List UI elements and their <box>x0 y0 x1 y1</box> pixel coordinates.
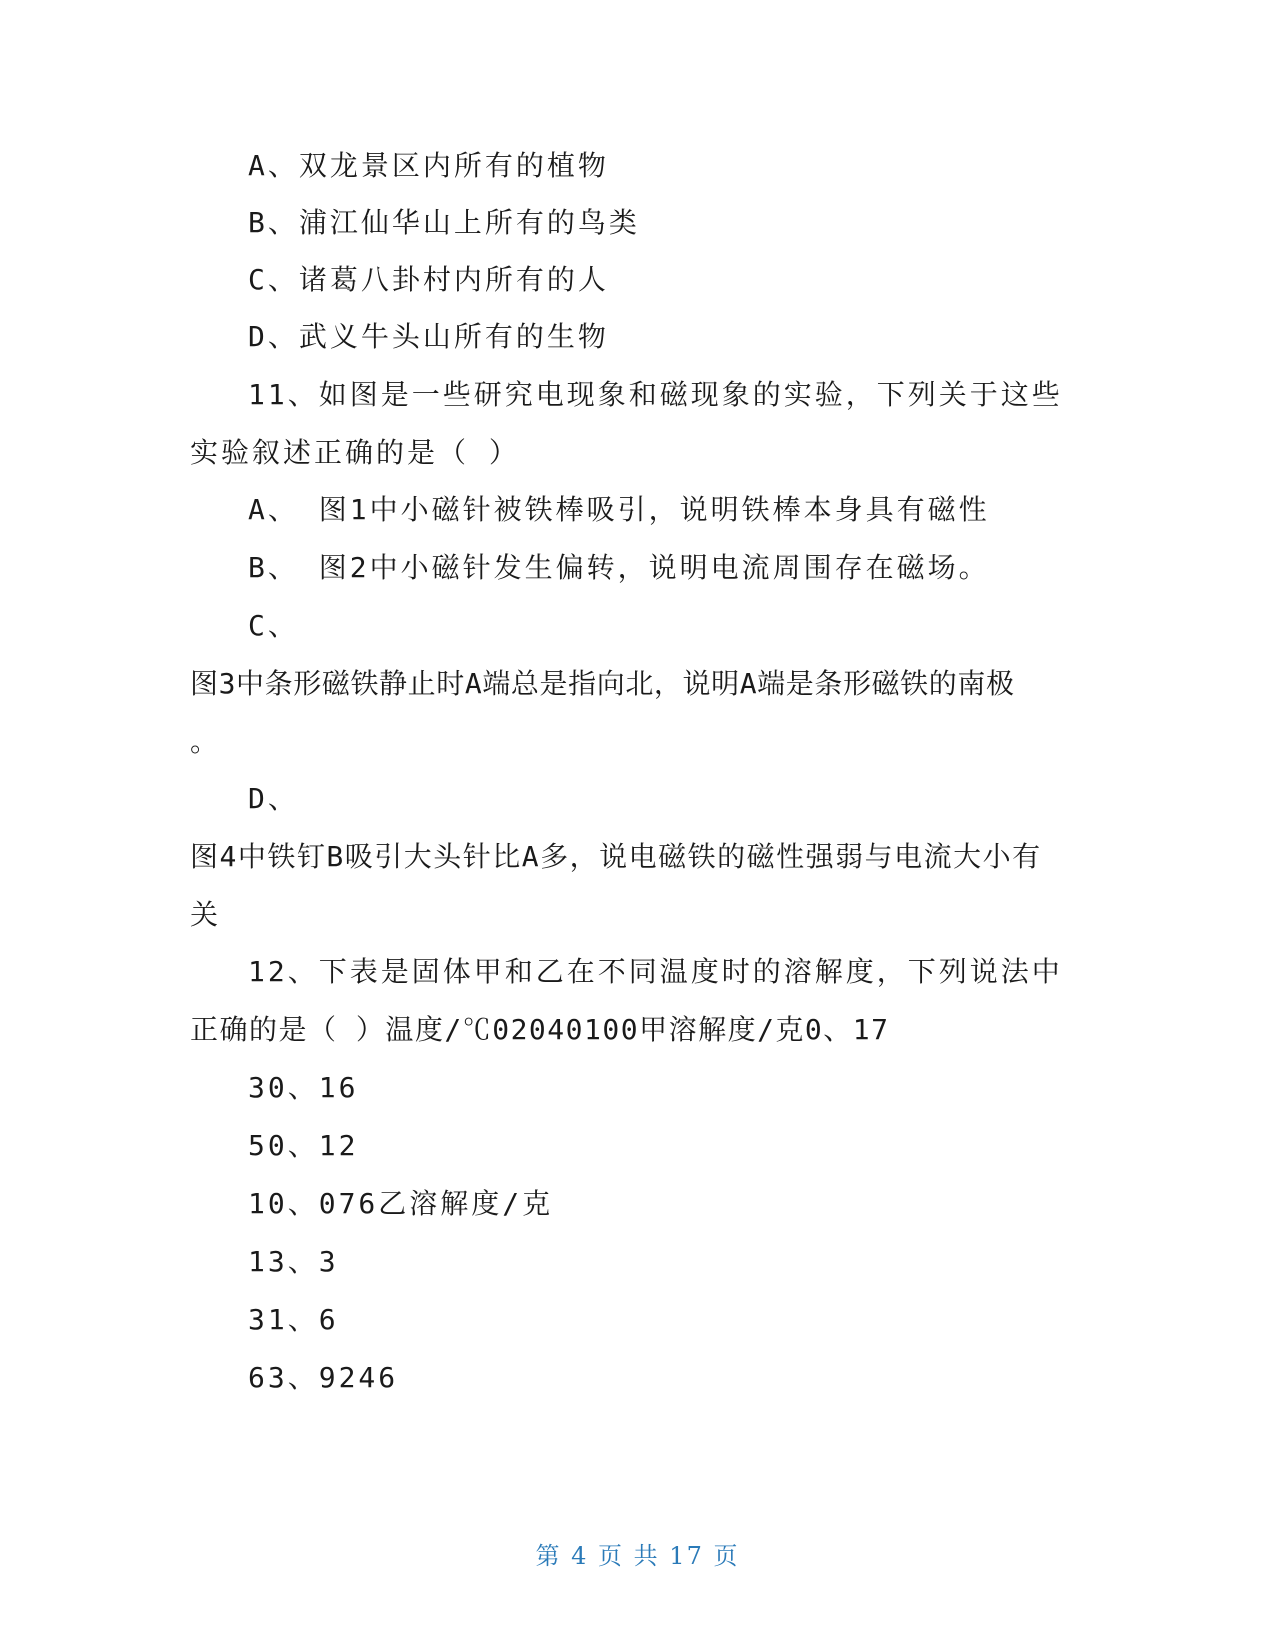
table-value-line: 13、3 <box>248 1245 339 1278</box>
q11-option-d-label: D、 <box>248 782 299 815</box>
table-value-line: 50、12 <box>248 1129 359 1162</box>
question-11-line-1: 11、如图是一些研究电现象和磁现象的实验，下列关于这些 <box>248 378 1063 411</box>
question-11-line-2: 实验叙述正确的是（ ） <box>190 436 520 469</box>
q11-option-c-end: 。 <box>190 725 222 758</box>
table-value-line: 30、16 <box>248 1071 359 1104</box>
page-number-footer: 第 4 页 共 17 页 <box>535 1542 740 1570</box>
table-value-line: 63、9246 <box>248 1361 399 1394</box>
option-c-line: C、诸葛八卦村内所有的人 <box>248 263 609 296</box>
table-value-line: 31、6 <box>248 1303 339 1336</box>
q11-option-d-text: 图4中铁钉B吸引大头针比A多，说电磁铁的磁性强弱与电流大小有 <box>190 840 1042 873</box>
q11-option-d-end: 关 <box>190 898 222 931</box>
q11-option-b: B、 图2中小磁针发生偏转，说明电流周围存在磁场。 <box>248 551 990 584</box>
option-d-line: D、武义牛头山所有的生物 <box>248 320 609 353</box>
question-12-line-1: 12、下表是固体甲和乙在不同温度时的溶解度，下列说法中 <box>248 955 1063 988</box>
option-b-line: B、浦江仙华山上所有的鸟类 <box>248 206 640 239</box>
q11-option-c-label: C、 <box>248 609 299 642</box>
table-value-line: 10、076乙溶解度/克 <box>248 1187 554 1220</box>
option-a-line: A、双龙景区内所有的植物 <box>248 149 609 182</box>
q11-option-a: A、 图1中小磁针被铁棒吸引，说明铁棒本身具有磁性 <box>248 493 990 526</box>
question-12-line-2: 正确的是（ ）温度/℃02040100甲溶解度/克0、17 <box>190 1013 890 1046</box>
q11-option-c-text: 图3中条形磁铁静止时A端总是指向北，说明A端是条形磁铁的南极 <box>190 667 1015 700</box>
